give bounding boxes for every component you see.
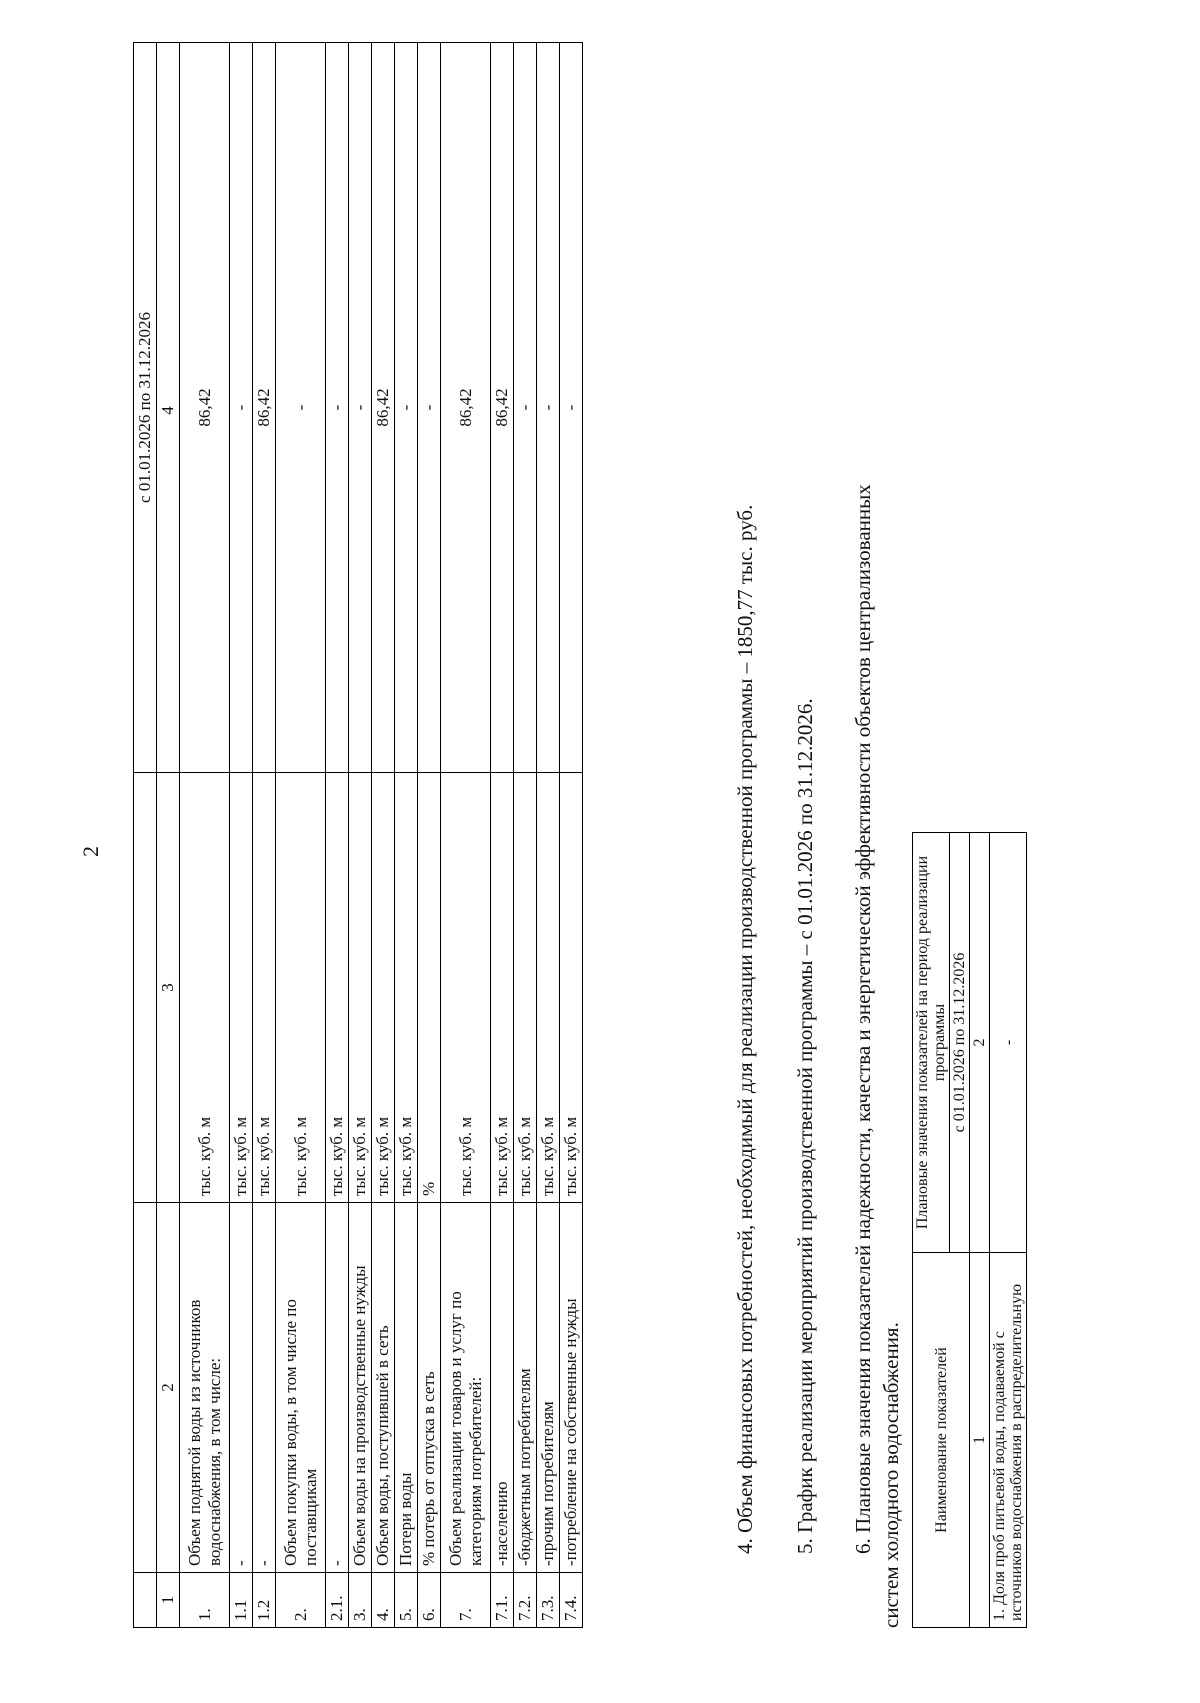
row-name: % потерь от отпуска в сеть (418, 1203, 441, 1573)
row-number: 4. (372, 1573, 395, 1628)
row-value: 86,42 (441, 43, 491, 773)
header-col-1: 1 (157, 1573, 180, 1628)
paragraph-indicators-intro-cont: систем холодного водоснабжения. (879, 1322, 903, 1628)
num-col-1: 1 (970, 1253, 990, 1628)
table-row (349, 43, 372, 1628)
row-value: 86,42 (372, 43, 395, 773)
table-row (537, 43, 560, 1628)
table-row (514, 43, 537, 1628)
row-value: 86,42 (491, 43, 514, 773)
row-number: 7. (441, 1573, 491, 1628)
table-row (441, 43, 491, 1628)
row-value: - (418, 43, 441, 773)
row-name: Объем воды на производственные нужды (349, 1203, 372, 1573)
row-number: 3. (349, 1573, 372, 1628)
row-name: - (326, 1203, 349, 1573)
row-unit: % (418, 773, 441, 1203)
row-number: 1.2 (253, 1573, 276, 1628)
row-unit: тыс. куб. м (491, 773, 514, 1203)
row-name: Объем воды, поступившей в сеть (372, 1203, 395, 1573)
table-row (491, 43, 514, 1628)
row-unit: тыс. куб. м (395, 773, 418, 1203)
indicator-name-line-2: источников водоснабжения в распределительную (1008, 1283, 1025, 1621)
row-number: 2. (276, 1573, 326, 1628)
indicator-name-line-1: 1. Доля проб питьевой воды, подаваемой с (991, 1331, 1008, 1621)
row-value: - (537, 43, 560, 773)
col-plan-header: Плановые значения показателей на период реализации программы (913, 833, 950, 1253)
table-row (395, 43, 418, 1628)
table-row (990, 833, 1027, 1628)
table-header-row (157, 43, 180, 1628)
row-name: -населению (491, 1203, 514, 1573)
indicators-header-row (913, 833, 950, 1628)
row-value: - (326, 43, 349, 773)
paragraph-indicators-intro: 6. Плановые значения показателей надежности, качества и энергетической эффективности объектов централизованных (851, 484, 875, 1554)
row-name: Объем покупки воды, в том числе по поставщикам (276, 1203, 326, 1573)
indicator-value: - (990, 833, 1027, 1253)
header-col-3: 3 (157, 773, 180, 1203)
row-value: - (560, 43, 583, 773)
row-unit: тыс. куб. м (537, 773, 560, 1203)
row-number: 5. (395, 1573, 418, 1628)
row-number: 1. (180, 1573, 230, 1628)
table-row (372, 43, 395, 1628)
row-unit: тыс. куб. м (253, 773, 276, 1203)
empty-cell (134, 1573, 157, 1628)
row-name: - (230, 1203, 253, 1573)
row-name: -прочим потребителям (537, 1203, 560, 1573)
row-number: 7.2. (514, 1573, 537, 1628)
row-unit: тыс. куб. м (560, 773, 583, 1203)
row-number: 7.4. (560, 1573, 583, 1628)
empty-cell (134, 773, 157, 1203)
row-name: Объем поднятой воды из источников водоснабжения, в том числе: (180, 1203, 230, 1573)
table-row (276, 43, 326, 1628)
row-number: 7.1. (491, 1573, 514, 1628)
row-value: - (276, 43, 326, 773)
row-unit: тыс. куб. м (441, 773, 491, 1203)
table-row (560, 43, 583, 1628)
paragraph-schedule: 5. График реализации мероприятий производственной программы – с 01.01.2026 по 31.12.2026. (793, 698, 817, 1554)
table-period-row (134, 43, 157, 1628)
row-number: 1.1 (230, 1573, 253, 1628)
row-unit: тыс. куб. м (230, 773, 253, 1203)
row-unit: тыс. куб. м (326, 773, 349, 1203)
table-row (253, 43, 276, 1628)
num-col-2: 2 (970, 833, 990, 1253)
period-header: с 01.01.2026 по 31.12.2026 (134, 43, 157, 773)
production-volume-table (133, 42, 583, 1628)
row-name: Объем реализации товаров и услуг по категориям потребителей: (441, 1203, 491, 1573)
row-unit: тыс. куб. м (276, 773, 326, 1203)
row-value: - (395, 43, 418, 773)
table-row (180, 43, 230, 1628)
col-plan-period: с 01.01.2026 по 31.12.2026 (950, 833, 970, 1253)
header-col-2: 2 (157, 1203, 180, 1573)
row-unit: тыс. куб. м (349, 773, 372, 1203)
row-name: -бюджетным потребителям (514, 1203, 537, 1573)
row-value: - (230, 43, 253, 773)
row-name: Потери воды (395, 1203, 418, 1573)
row-unit: тыс. куб. м (372, 773, 395, 1203)
indicators-num-row (970, 833, 990, 1628)
paragraph-financial-needs: 4. Объем финансовых потребностей, необходимый для реализации производственной программы – 1850,77 тыс. руб. (733, 504, 757, 1554)
empty-cell (134, 1203, 157, 1573)
page-number: 2 (78, 846, 103, 857)
row-name: -потребление на собственные нужды (560, 1203, 583, 1573)
row-unit: тыс. куб. м (180, 773, 230, 1203)
table-row (326, 43, 349, 1628)
row-number: 6. (418, 1573, 441, 1628)
indicators-table (912, 832, 1027, 1628)
row-number: 2.1. (326, 1573, 349, 1628)
row-value: 86,42 (180, 43, 230, 773)
table-row (418, 43, 441, 1628)
row-value: - (514, 43, 537, 773)
header-col-4: 4 (157, 43, 180, 773)
col-name-header: Наименование показателей (913, 1253, 970, 1628)
table-row (230, 43, 253, 1628)
row-name: - (253, 1203, 276, 1573)
row-value: 86,42 (253, 43, 276, 773)
row-value: - (349, 43, 372, 773)
row-number: 7.3. (537, 1573, 560, 1628)
row-unit: тыс. куб. м (514, 773, 537, 1203)
indicator-name (990, 1253, 1027, 1628)
